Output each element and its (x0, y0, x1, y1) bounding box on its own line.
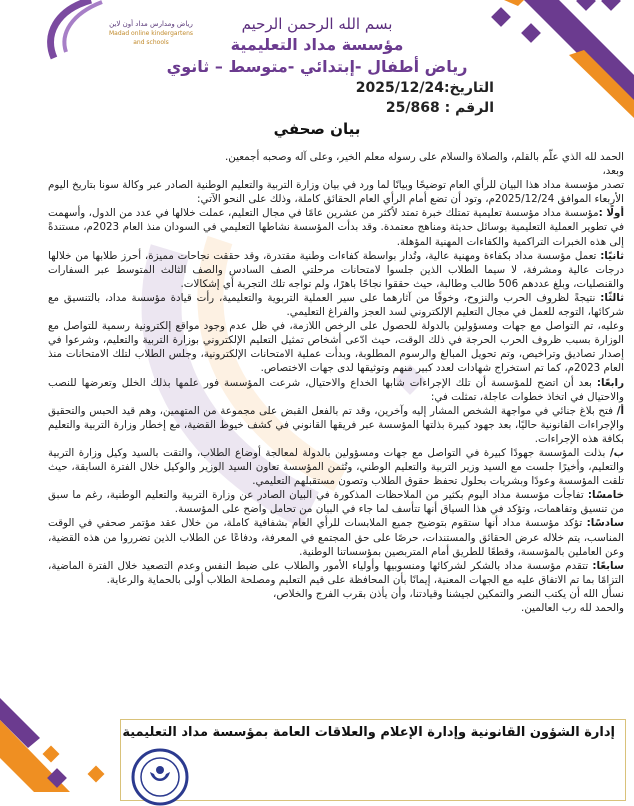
opening-praise: الحمد لله الذي علّم بالقلم، والصلاة والسلام على رسوله معلم الخير، وعلى آله وصحبه أجمعين. (224, 151, 624, 163)
point-3-label: ثالثًا: (600, 291, 625, 304)
document-number: الرقم : 25/868 (385, 100, 494, 116)
point-4b-label: ب/ (609, 446, 624, 459)
statement-body (48, 150, 624, 615)
signing-department: إدارة الشؤون القانونية وإدارة الإعلام والعلاقات العامة بمؤسسة مداد التعليمية (122, 725, 615, 740)
document-title: بيان صحفي (273, 120, 361, 138)
point-7-label: سابعًا: (592, 559, 624, 572)
point-3-text: نتيجةً لظروف الحرب والنزوح، وخوفًا من آثارهما على سير العملية التربوية والتعليمية، رأت قيادة مؤسسة مداد، بالتنسيق مع شركائها، التوجه للعمل في مجال التعليم الإلكتروني لسد العجز والفراغ التعليمي. (48, 291, 624, 319)
point-1-text: مؤسسة مداد مؤسسة تعليمية تمتلك خبرة تمتد لأكثر من عشرين عامًا في مجال التعليم، عملت خلالها في عدد من الدول، وأسهمت في تطوير العملية التعليمية بوسائل حديثة ومناهج معتمدة. وقد بدأت المؤسسة نشاطها التعليمي في السودان منذ العام 2023م، مستندةً إلى هذه الخبرات التراكمية والكفاءات المهنية المؤهلة. (48, 207, 625, 248)
point-4a-label: أ/ (616, 404, 625, 417)
basmala: بسم الله الرحمن الرحيم (241, 15, 393, 33)
point-6-text: تؤكد مؤسسة مداد أنها ستقوم بتوضيح جميع الملابسات للرأي العام بشفافية كاملة، من خلال عقد مؤتمر صحفي في الوقت المناسب، يتم خلاله عرض الحقائق والمستندات، حرصًا على حق المجتمع في المعرفة، ودفاعًا عن الطلاب الذين تضرروا من هذه القضية، وعن العاملين بالمؤسسة، وقطعًا للطريق أمام المتربصين بمؤسساتنا الوطنية. (48, 517, 624, 558)
institution-name: مؤسسة مداد التعليمية (230, 35, 404, 54)
point-4b-text: بذلت المؤسسة جهودًا كبيرة في التواصل مع جهات ومسؤولين بالدولة لمعالجة أوضاع الطلاب، والتقت بالسيد وكيل وزارة التربية والتعليم، وأخيرًا جلست مع السيد وزير التربية والتعليم الوطني، وتُثمن المؤسسة تعاون السيد الوزير والوكيل خلال الفترة السابقة، حيث تلقت المؤسسة وعودًا وبشريات بحلول تحفظ حقوق الطلاب وتصون مستقبلهم التعليمي. (48, 446, 624, 488)
point-5 (48, 488, 624, 516)
point-4-text: بعد أن اتضح للمؤسسة أن تلك الإجراءات شابها الخداع والاحتيال، شرعت المؤسسة فور علمها بذلك الخلل وتعرضها للنصب والاحتيال في اتخاذ خطوات عاجلة، تمثلت في: (48, 376, 624, 403)
logo-swoosh-icon (36, 0, 106, 62)
point-2-label: ثانيًا: (600, 249, 624, 262)
corner-decoration-top-right (484, 0, 634, 120)
logo-english-text: Madad online kindergartens and schools (109, 30, 193, 46)
corner-decoration-bottom-left (0, 698, 110, 792)
point-4-label: رابعًا: (596, 376, 624, 389)
logo-arabic-text: رياض ومدارس مداد أون لاين (109, 20, 193, 28)
greeting: وبعد، (602, 165, 624, 178)
point-3-continued: وعليه، تم التواصل مع جهات ومسؤولين بالدولة للحصول على الرخص اللازمة، في ظل عدم وجود مواقع إلكترونية رسمية للتواصل مع الوزارة بسبب ظروف الحرب الحرجة في ذلك الوقت، حيث ادّعى أشخاص تمثيل التعليم الإلكتروني بوزارة التربية والتعليم، وشرعوا في إصدار تصاديق وتراخيص، وتم تحويل المبالغ والرسوم المطلوبة، وبدأت عملية الامتحانات الإلكترونية، وجلس الطلاب لتلك الامتحانات منذ العام 2023م، كما تم استخراج شهادات لعدد كبير منهم وتوثيقها لدى جهات الاختصاص. (48, 320, 624, 375)
education-stages: رياض أطفال -إبتدائي -متوسط – ثانوي (166, 57, 468, 76)
closing: والحمد لله رب العالمين. (521, 602, 624, 614)
point-1 (48, 206, 624, 248)
point-3 (48, 291, 624, 319)
point-5-text: تفاجأت مؤسسة مداد اليوم بكثير من الملاحظات المذكورة في البيان الصادر عن وزارة التربية والتعليم الوطنية، رغم ما سبق من تنسيق وتفاهمات، وتؤكد في هذا السياق أنها تتأسف لما جاء في البيان من تحامل واضح على المؤسسة. (48, 489, 624, 516)
intro-paragraph: تصدر مؤسسة مداد هذا البيان للرأي العام توضيحًا وبيانًا لما ورد في بيان وزارة التربية والتعليم الوطنية الصادر عبر وكالة سونا بتاريخ اليوم الأربعاء الموافق 2025/12/24م، وتود أن تضع أمام الرأي العام الحقائق كاملة، وذلك على النحو الآتي: (48, 179, 624, 206)
signature-box (120, 719, 626, 801)
official-stamp-icon (131, 748, 189, 806)
point-4b (48, 446, 624, 488)
point-2 (48, 249, 624, 291)
point-7-text: تتقدم مؤسسة مداد بالشكر لشركائها ومنسوبيها وأولياء الأمور والطلاب على ضبط النفس وعدم التصعيد خلال الفترة الماضية، التزامًا بما تم الاتفاق عليه مع الجهات المعنية، إيمانًا بأن المحافظة على قيم التعليم ومصلحة الطلاب أولى بالحماية والرعاية. (48, 559, 624, 586)
point-4 (48, 376, 624, 404)
point-6 (48, 516, 624, 558)
document-meta (356, 78, 494, 118)
point-2-text: تعمل مؤسسة مداد بكفاءة ومهنية عالية، وتُدار بواسطة كفاءات وطنية مقتدرة، وقد حققت نجاحات مميزة، أحرز طلابها من خلالها درجات عالية ومشرفة، لا سيما الطلاب الذين جلسوا لامتحانات مرحلتي الصف السادس والصف الثالث المتوسط عبر السفارات والقنصليات، وبلغ عددهم 506 طالب وطالبة، حيث حققوا نجاحًا باهرًا، ولم تواجه تلك التجربة أي إشكالات. (48, 249, 624, 290)
svg-text:◆: ◆ (394, 354, 426, 400)
point-4a-text: فتح بلاغ جنائي في مواجهة الشخص المشار إليه وآخرين، وقد تم بالفعل القبض على مجموعة من المتهمين، وهم قيد الحبس والتحقيق والإجراءات القانونية حاليًا، بعد جهود كبيرة بذلتها المؤسسة عبر فريقها القانوني في كشف خيوط القضية، مع إخطار وزارة التربية والتعليم بكافة هذه الإجراءات. (48, 404, 624, 445)
point-6-label: سادسًا: (586, 517, 625, 530)
point-7 (48, 559, 624, 587)
letterhead (150, 14, 484, 78)
prayer: نسأل الله أن يكتب النصر والتمكين لجيشنا وقيادتنا، وأن يأذن بقرب الفرج والخلاص، (273, 587, 624, 600)
point-1-label: أولًا : (598, 207, 624, 220)
document-date: التاريخ:2025/12/24 (355, 80, 494, 96)
point-5-label: خامسًا: (587, 489, 624, 502)
point-4a (48, 404, 624, 446)
